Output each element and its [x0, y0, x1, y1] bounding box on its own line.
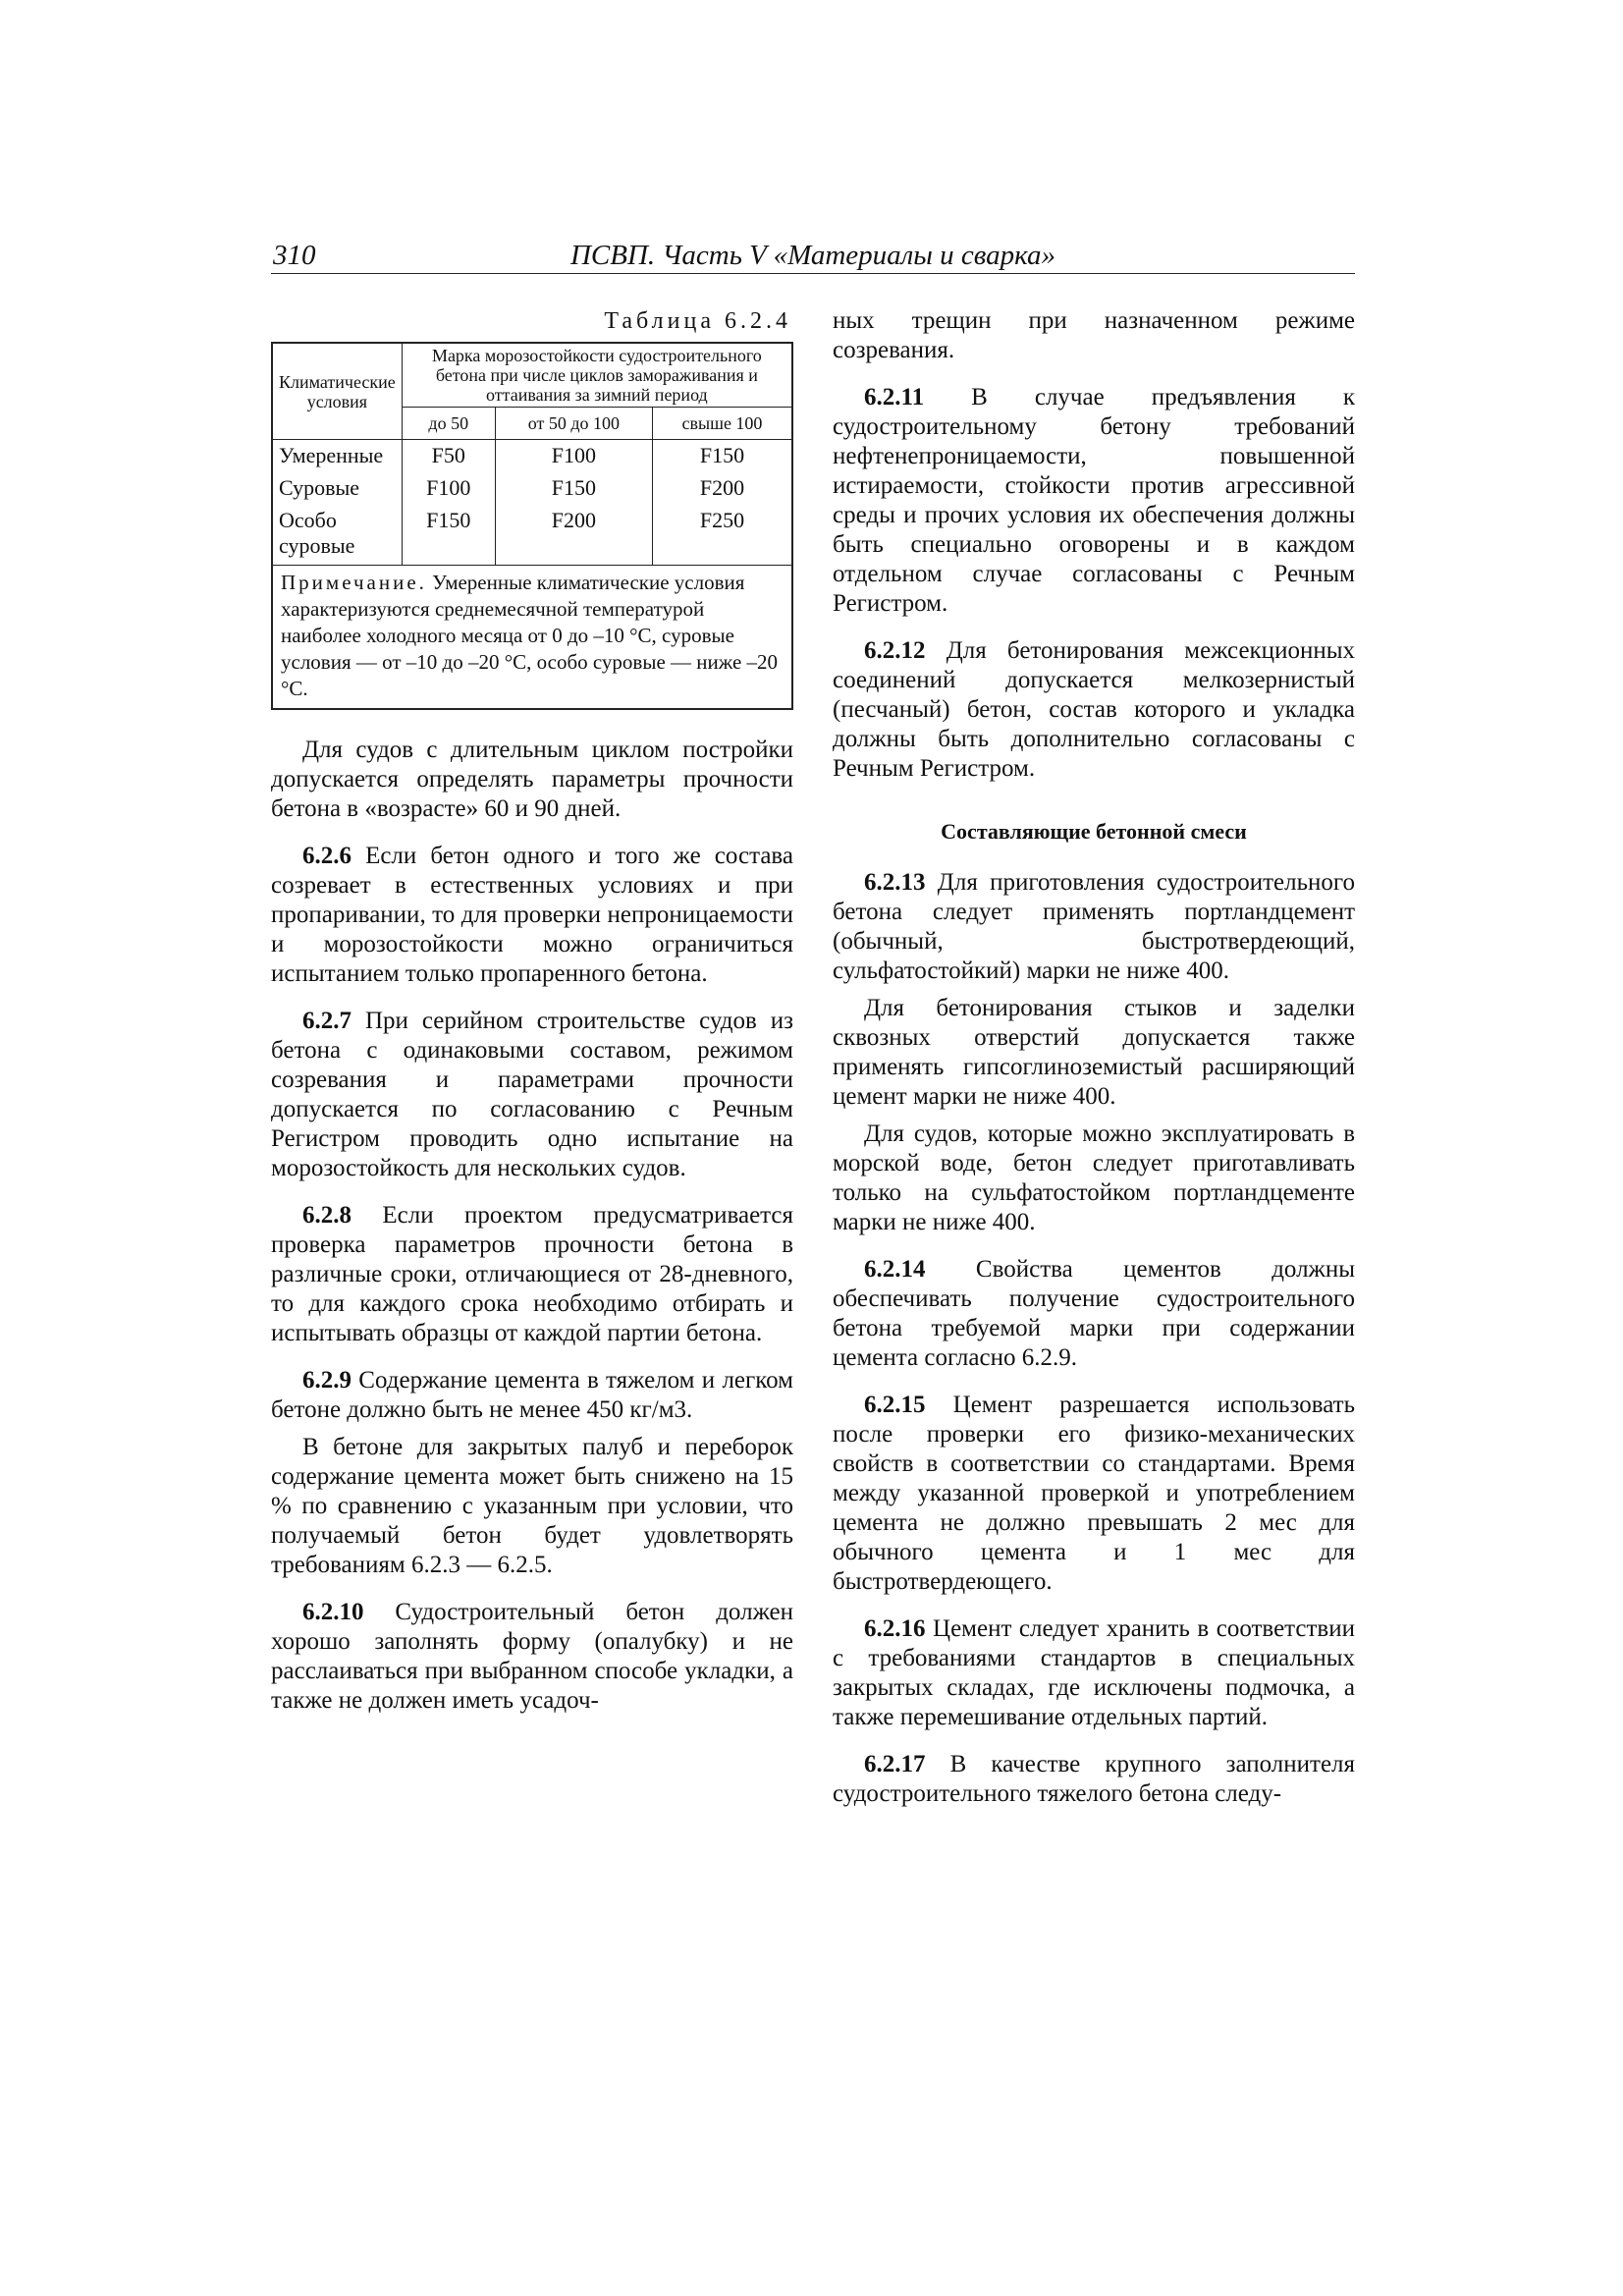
- clause-number: 6.2.17: [864, 1751, 926, 1777]
- subheader-over-100: свыше 100: [652, 408, 792, 440]
- subheader-50-to-100: от 50 до 100: [495, 408, 652, 440]
- clause-6-2-10: [271, 1598, 793, 1716]
- condition-cell: Особо суровые: [272, 505, 402, 566]
- page-header: [271, 236, 1355, 274]
- clause-6-2-14: [833, 1255, 1355, 1373]
- clause-number: 6.2.12: [864, 637, 926, 664]
- section-title: Составляющие бетонной смеси: [941, 819, 1247, 844]
- grade-cell: F200: [495, 505, 652, 566]
- clause-text: При серийном строительстве судов из бетона с одинаковыми составом, режимом созревания и параметрами прочности допускается по согласованию с Речным Регистром проводить одно испытание на морозостойкость для нескольких судов.: [271, 1008, 794, 1181]
- clause-6-2-6: [271, 842, 793, 989]
- condition-cell: Умеренные: [272, 440, 402, 473]
- note-label: Примечание.: [281, 571, 427, 594]
- clause-text: Если бетон одного и того же состава созревает в естественных условиях и при пропаривании, то для проверки непроницаемости и морозостойкости можно ограничиться испытанием только пропаренного бетона.: [271, 843, 793, 987]
- header-grade: Марка морозостойкости судостроительного бетона при числе циклов замораживания и оттаивания за зимний период: [402, 343, 792, 408]
- clause-text: Для бетонирования межсекционных соединений допускается мелкозернистый (песчаный) бетон, состав которого и укладка должны быть дополнительно согласованы с Речным Регистром.: [833, 637, 1355, 782]
- clause-number: 6.2.14: [864, 1256, 926, 1283]
- paragraph: В бетоне для закрытых палуб и переборок содержание цемента может быть снижено на 15 % по сравнению с указанным при условии, что получаемый бетон будет удовлетворять требованиям 6.2.3 — 6.2.5.: [271, 1434, 793, 1578]
- clause-number: 6.2.7: [302, 1008, 352, 1034]
- grade-cell: F50: [402, 440, 495, 473]
- clause-text: Цемент следует хранить в соответствии с требованиями стандартов в специальных закрытых складах, где исключены подмочка, а также перемешивание отдельных партий.: [833, 1615, 1355, 1730]
- clause-number: 6.2.15: [864, 1392, 926, 1418]
- left-column: [271, 306, 793, 1733]
- clause-text: Судостроительный бетон должен хорошо заполнять форму (опалубку) и не расслаиваться при выбранном способе укладки, а также не должен иметь усадоч-: [271, 1599, 793, 1714]
- grade-cell: F150: [495, 472, 652, 505]
- table-caption: Таблица 6.2.4: [604, 308, 791, 334]
- grade-cell: F150: [402, 505, 495, 566]
- clause-text: Содержание цемента в тяжелом и легком бетоне должно быть не менее 450 кг/м3.: [271, 1367, 794, 1423]
- grade-cell: F100: [495, 440, 652, 473]
- table-note: [272, 566, 792, 710]
- note-text: Умеренные климатические условия характеризуются среднемесячной температурой наиболее холодного месяца от 0 до –10 °С, суровые условия — от –10 до –20 °С, особо суровые — ниже –20 °С.: [281, 571, 779, 700]
- grade-cell: F100: [402, 472, 495, 505]
- table-row: [272, 505, 792, 566]
- clause-6-2-15: [833, 1391, 1355, 1597]
- clause-6-2-9: [271, 1366, 793, 1425]
- grade-cell: F200: [652, 472, 792, 505]
- clause-6-2-13: [833, 868, 1355, 986]
- clause-text: В случае предъявления к судостроительному бетону требований нефтенепроницаемости, повышенной истираемости, стойкости против агрессивной среды и прочих условия их обеспечения должны быть специально оговорены и в каждом отдельном случае согласованы с Речным Регистром.: [833, 384, 1355, 617]
- table-row: [272, 472, 792, 505]
- clause-text: Цемент разрешается использовать после проверки его физико-механических свойств в соответствии со стандартами. Время между указанной проверкой и употреблением цемента не должно превышать 2 мес для обычного цемента и 1 мес для быстротвердеющего.: [833, 1392, 1355, 1595]
- right-column: [833, 306, 1355, 1827]
- running-title: ПСВП. Часть V «Материалы и сварка»: [569, 240, 1056, 271]
- grade-cell: F150: [652, 440, 792, 473]
- header-conditions: Климатические условия: [272, 343, 402, 440]
- condition-cell: Суровые: [272, 472, 402, 505]
- grade-cell: F250: [652, 505, 792, 566]
- subheader-up-to-50: до 50: [402, 408, 495, 440]
- frost-resistance-table: [271, 342, 793, 710]
- clause-6-2-17: [833, 1750, 1355, 1809]
- clause-number: 6.2.16: [864, 1615, 926, 1642]
- clause-text: Свойства цементов должны обеспечивать получение судостроительного бетона требуемой марки при содержании цемента согласно 6.2.9.: [833, 1256, 1356, 1371]
- clause-number: 6.2.6: [302, 843, 352, 869]
- clause-number: 6.2.9: [302, 1367, 352, 1394]
- clause-text: Если проектом предусматривается проверка параметров прочности бетона в различные сроки, отличающиеся от 28-дневного, то для каждого срока необходимо отбирать и испытывать образцы от каждой партии бетона.: [271, 1202, 793, 1346]
- clause-text: В качестве крупного заполнителя судостроительного тяжелого бетона следу-: [833, 1751, 1356, 1807]
- table-row: [272, 440, 792, 473]
- clause-number: 6.2.8: [302, 1202, 352, 1229]
- clause-6-2-16: [833, 1614, 1355, 1732]
- page-number: 310: [273, 240, 316, 271]
- clause-text: Для приготовления судостроительного бетона следует применять портландцемент (обычный, быстротвердеющий, сульфатостойкий) марки не ниже 400.: [833, 869, 1356, 984]
- clause-6-2-8: [271, 1201, 793, 1348]
- paragraph-continuation: ных трещин при назначенном режиме созревания.: [833, 307, 1355, 363]
- clause-6-2-11: [833, 383, 1355, 619]
- paragraph: Для бетонирования стыков и заделки сквозных отверстий допускается также применять гипсоглиноземистый расширяющий цемент марки не ниже 400.: [833, 995, 1355, 1110]
- clause-number: 6.2.10: [302, 1599, 364, 1625]
- paragraph: Для судов, которые можно эксплуатировать в морской воде, бетон следует приготавливать только на сульфатостойком портландцементе марки не ниже 400.: [833, 1121, 1355, 1235]
- paragraph: Для судов с длительным циклом постройки допускается определять параметры прочности бетона в «возрасте» 60 и 90 дней.: [271, 737, 793, 822]
- clause-number: 6.2.11: [864, 384, 925, 410]
- clause-6-2-12: [833, 636, 1355, 784]
- clause-number: 6.2.13: [864, 869, 926, 896]
- clause-6-2-7: [271, 1007, 793, 1183]
